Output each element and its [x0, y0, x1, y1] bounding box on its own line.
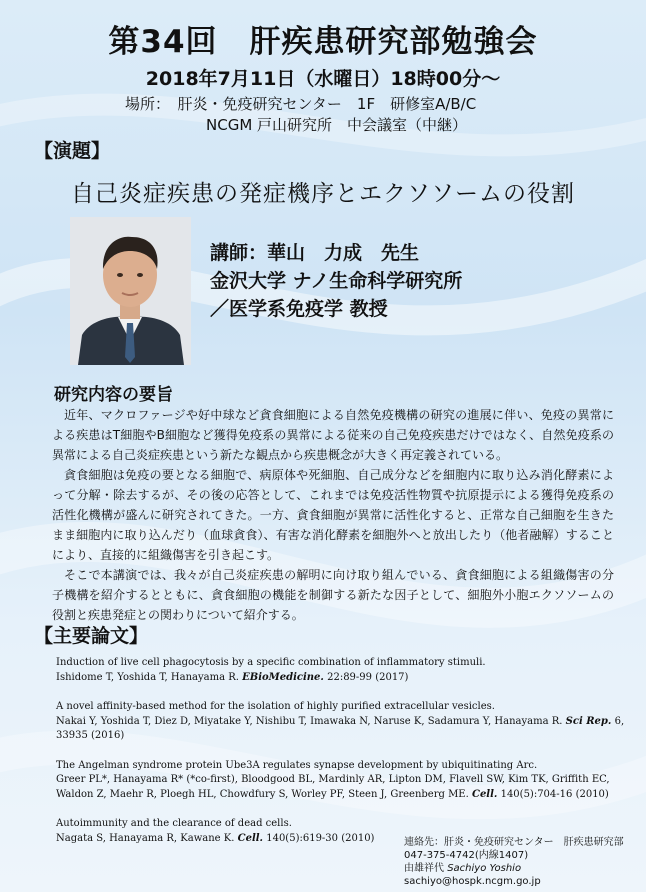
paper-title: Induction of live cell phagocytosis by a specific combination of inflammatory stimuli.: [56, 657, 486, 668]
papers-list: [56, 656, 626, 861]
contact-person: 由雄祥代 Sachiyo Yoshio sachiyo@hospk.ncgm.go.jp: [404, 863, 541, 887]
paper-citation: Greer PL*, Hanayama R* (*co-first), Bloodgood BL, Mardinly AR, Lipton DM, Flavell SW, Kim TK, Griffith EC, Waldon Z, Maehr R, Ploegh HL, Chowdfury S, Worley PF, Steen J, Greenberg ME. Cell. 140(5):704-16 (2010): [56, 774, 610, 800]
summary-paragraph: そこで本講演では、我々が自己炎症疾患の解明に向け取り組んでいる、貪食細胞による組織傷害の分子機構を紹介するとともに、貪食細胞の機能を制御する新たな因子として、細胞外小胞エクソソームの役割と疾患発症との関わりについて紹介する。: [52, 568, 614, 622]
papers-section-label: 【主要論文】: [34, 625, 149, 647]
venue-line-2: NCGM 戸山研究所 中会議室（中継）: [206, 116, 468, 134]
contact-block: [404, 836, 646, 888]
lecture-title: 自己炎症疾患の発症機序とエクソソームの役割: [71, 181, 575, 207]
paper-citation: Nakai Y, Yoshida T, Diez D, Miyatake Y, Nishibu T, Imawaka N, Naruse K, Sadamura Y, Hanayama R. Sci Rep. 6, 33935 (2016): [56, 715, 625, 741]
summary-paragraph: 貪食細胞は免疫の要となる細胞で、病原体や死細胞、自己成分などを細胞内に取り込み消化酵素によって分解・除去するが、その後の応答として、これまでは免疫活性物質や抗原提示による獲得免疫系の活性化機構が盛んに研究されてきた。一方、貪食細胞が異常に活性化すると、正常な自己細胞を生きたまま細胞内に取り込んだり（血球貪食）、有害な消化酵素を細胞外へと放出したり（他者融解）することにより、直接的に組織傷害を引き起こす。: [52, 468, 614, 562]
summary-body: [52, 405, 614, 625]
speaker-name: 講師：華山 力成 先生: [210, 242, 420, 264]
summary-heading: 研究内容の要旨: [54, 385, 173, 405]
event-date: 2018年7月11日（水曜日）18時00分～: [145, 68, 501, 90]
paper-title: The Angelman syndrome protein Ube3A regulates synapse development by ubiquitinating Arc.: [56, 759, 538, 771]
speaker-affiliation-1: 金沢大学 ナノ生命科学研究所: [210, 270, 463, 292]
paper-item: [56, 656, 626, 685]
lecture-section-label: 【演題】: [34, 140, 111, 162]
paper-title: Autoimmunity and the clearance of dead cells.: [56, 818, 292, 829]
contact-email[interactable]: sachiyo@hospk.ncgm.go.jp: [404, 876, 541, 887]
paper-item: [56, 759, 626, 803]
contact-phone: 047-375-4742(内線1407): [404, 850, 529, 861]
contact-line-1: 連絡先：肝炎・免疫研究センター 肝疾患研究部: [404, 837, 624, 848]
speaker-affiliation-2: ／医学系免疫学 教授: [210, 298, 388, 320]
summary-paragraph: 近年、マクロファージや好中球など貪食細胞による自然免疫機構の研究の進展に伴い、免疫の異常による疾患はT細胞やB細胞など獲得免疫系の異常による従来の自己免疫疾患だけではなく、自然免疫系の異常による自己炎症疾患という新たな観点から疾患概念が大きく再定義されている。: [52, 408, 614, 462]
paper-citation: Nagata S, Hanayama R, Kawane K. Cell. 140(5):619-30 (2010): [56, 832, 375, 844]
paper-title: A novel affinity-based method for the isolation of highly purified extracellular vesicles.: [56, 701, 495, 712]
venue-line-1: 場所： 肝炎・免疫研究センター 1F 研修室A/B/C: [125, 95, 477, 113]
paper-item: [56, 700, 626, 744]
paper-citation: Ishidome T, Yoshida T, Hanayama R. EBioMedicine. 22:89-99 (2017): [56, 671, 409, 683]
speaker-photo: [70, 217, 191, 365]
event-title: 第34回 肝疾患研究部勉強会: [108, 24, 538, 60]
